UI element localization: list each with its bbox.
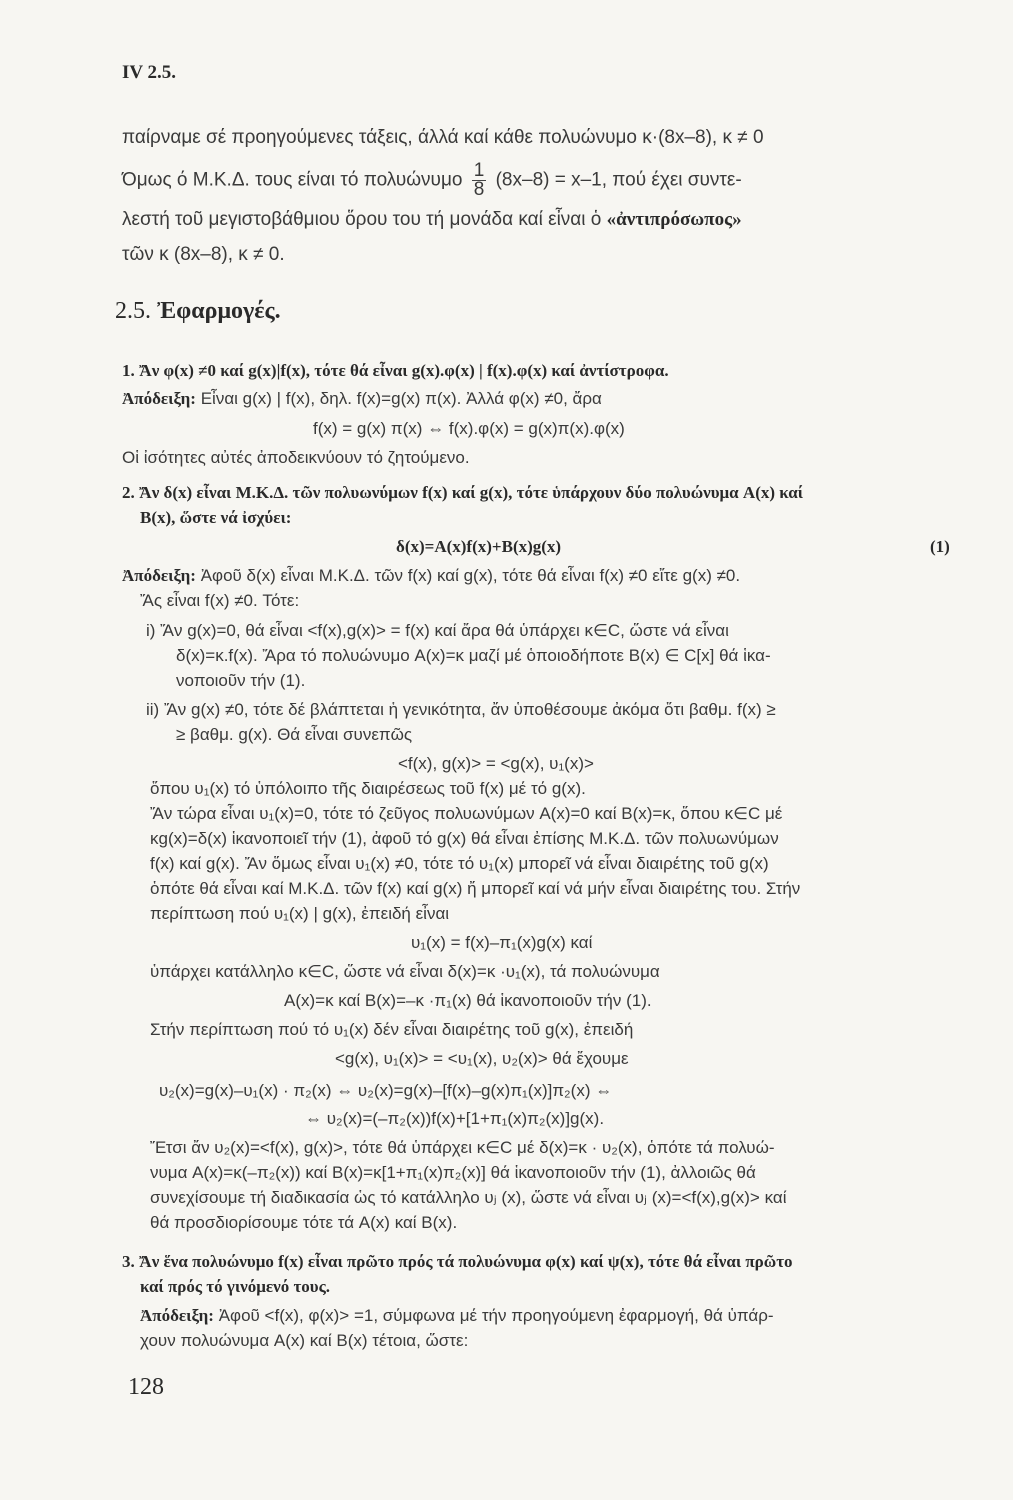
paragraph-line-8: Στήν περίπτωση πού τό υ₁(x) δέν εἶναι διαιρέτης τοῦ g(x), ἐπειδή (150, 1020, 634, 1039)
paragraph-line-9: Ἔτσι ἄν υ₂(x)=<f(x), g(x)>, τότε θά ὑπάρχει κ∈C μέ δ(x)=κ · υ₂(x), ὁπότε τά πολυώ- (150, 1138, 775, 1157)
app3-statement-line-1: 3. Ἄν ἕνα πολυώνυμο f(x) εἶναι πρῶτο πρός τά πολυώνυμα φ(x) καί ψ(x), τότε θά εἶναι πρῶτο (122, 1252, 793, 1271)
paragraph-line-4: f(x) καί g(x). Ἄν ὅμως εἶναι υ₁(x) ≠0, τότε τό υ₁(x) μπορεῖ νά εἶναι διαιρέτης τοῦ g(x) (150, 854, 769, 873)
case-i-line-2: δ(x)=κ.f(x). Ἄρα τό πολυώνυμο A(x)=κ μαζί μέ ὁποιοδήποτε B(x) ∈ C[x] θά ἱκα- (176, 646, 771, 665)
equation-u2-line-2: ⇔ υ₂(x)=(–π₂(x))f(x)+[1+π₁(x)π₂(x)]g(x). (305, 1109, 605, 1128)
app3-proof-line-2: χουν πολυώνυμα A(x) καί B(x) τέτοια, ὥστε: (140, 1331, 469, 1350)
running-head: IV 2.5. (122, 62, 177, 83)
paragraph-line-12: θά προσδιορίσουμε τότε τά A(x) καί B(x). (150, 1213, 458, 1232)
intro-line-4: τῶν κ (8x–8), κ ≠ 0. (122, 244, 285, 265)
equation-u1: υ₁(x) = f(x)–π₁(x)g(x) καί (411, 933, 593, 952)
intro-line-3a: λεστή τοῦ μεγιστοβάθμιου ὅρου του τή μονάδα καί εἶναι ὁ (122, 209, 602, 230)
paragraph-line-3: κg(x)=δ(x) ἱκανοποιεῖ τήν (1), ἀφοῦ τό g(x) θά εἶναι ἐπίσης Μ.Κ.Δ. τῶν πολυωνύμων (150, 829, 779, 848)
paragraph-line-2: Ἄν τώρα εἶναι υ₁(x)=0, τότε τό ζεῦγος πολυωνύμων A(x)=0 καί B(x)=κ, ὅπου κ∈C μέ (150, 804, 783, 823)
fraction-numerator: 1 (473, 160, 485, 181)
paragraph-line-10: νυμα A(x)=κ(–π₂(x)) καί B(x)=κ[1+π₁(x)π₂(x)] θά ἱκανοποιοῦν τήν (1), ἀλλοιῶς θά (150, 1163, 756, 1182)
paragraph-line-7: ὑπάρχει κατάλληλο κ∈C, ὥστε νά εἶναι δ(x)=κ ·υ₁(x), τά πολυώνυμα (150, 962, 660, 981)
app3-proof-line-1 (140, 1305, 774, 1327)
case-i-line-3: νοποιοῦν τήν (1). (176, 671, 306, 690)
app1-proof-label: Ἀπόδειξη: (122, 389, 196, 408)
app3-statement-line-2: καί πρός τό γινόμενό τους. (140, 1277, 331, 1296)
paragraph-line-5: ὁπότε θά εἶναι καί Μ.Κ.Δ. τῶν f(x) καί g(x) ἤ μπορεῖ καί νά μήν εἶναι διαιρέτης του. Στήν (150, 879, 801, 898)
app1-equation: f(x) = g(x) π(x) ⇔ f(x).φ(x) = g(x)π(x).φ(x) (313, 419, 625, 438)
app2-proof-line-2: Ἄς εἶναι f(x) ≠0. Τότε: (140, 591, 300, 610)
app2-proof-text: Ἀφοῦ δ(x) εἶναι Μ.Κ.Δ. τῶν f(x) καί g(x), τότε θά εἶναι f(x) ≠0 εἴτε g(x) ≠0. (200, 566, 741, 585)
equation-gcd-1: <f(x), g(x)> = <g(x), υ₁(x)> (398, 754, 594, 773)
intro-line-2 (122, 162, 742, 199)
app3-proof-label: Ἀπόδειξη: (140, 1306, 214, 1325)
app2-proof-line-1 (122, 565, 740, 587)
case-ii-line-2: ≥ βαθμ. g(x). Θά εἶναι συνεπῶς (176, 725, 413, 744)
fraction-one-eighth (472, 162, 487, 199)
app1-statement: 1. Ἄν φ(x) ≠0 καί g(x)|f(x), τότε θά εἶναι g(x).φ(x) | f(x).φ(x) καί ἀντίστροφα. (122, 361, 669, 380)
case-ii-line-1: ii) Ἄν g(x) ≠0, τότε δέ βλάπτεται ἡ γενικότητα, ἄν ὑποθέσουμε ἀκόμα ὅτι βαθμ. f(x) ≥ (146, 700, 776, 719)
intro-line-1: παίρναμε σέ προηγούμενες τάξεις, άλλά καί κάθε πολυώνυμο κ·(8x–8), κ ≠ 0 (122, 127, 764, 148)
app1-proof-line (122, 388, 602, 410)
intro-line-3 (122, 209, 742, 231)
app1-proof-text: Εἶναι g(x) | f(x), δηλ. f(x)=g(x) π(x). Ἀλλά φ(x) ≠0, ἄρα (200, 389, 602, 408)
paragraph-line-6: περίπτωση πού υ₁(x) | g(x), ἐπειδή εἶναι (150, 904, 450, 923)
app3-proof-text: Ἀφοῦ <f(x), φ(x)> =1, σύμφωνα μέ τήν προηγούμενη ἐφαρμογή, θά ὑπάρ- (218, 1306, 774, 1325)
section-title: Ἐφαρμογές. (157, 298, 281, 324)
app2-proof-label: Ἀπόδειξη: (122, 566, 196, 585)
section-heading (115, 298, 281, 325)
case-i-line-1: i) Ἄν g(x)=0, θά εἶναι <f(x),g(x)> = f(x) καί ἄρα θά ὑπάρχει κ∈C, ὥστε νά εἶναι (146, 621, 729, 640)
app2-equation: δ(x)=A(x)f(x)+B(x)g(x) (396, 537, 562, 556)
intro-line-2b: (8x–8) = x–1, πού έχει συντε- (495, 169, 742, 191)
intro-term-representative: «ἀντιπρόσωπος» (606, 209, 742, 230)
paragraph-line-1: ὅπου υ₁(x) τό ὑπόλοιπο τῆς διαιρέσεως τοῦ f(x) μέ τό g(x). (150, 779, 586, 798)
app2-equation-number: (1) (930, 537, 950, 556)
paragraph-line-11: συνεχίσουμε τή διαδικασία ὡς τό κατάλληλο υⱼ (x), ὥστε νά εἶναι υⱼ (x)=<f(x),g(x)> καί (150, 1188, 787, 1207)
section-number: 2.5. (115, 298, 151, 324)
page-number: 128 (128, 1374, 164, 1400)
fraction-denominator: 8 (473, 179, 485, 200)
equation-gcd-2: <g(x), υ₁(x)> = <υ₁(x), υ₂(x)> θά ἔχουμε (335, 1049, 629, 1068)
app1-conclusion: Οἱ ἰσότητες αὐτές ἀποδεικνύουν τό ζητούμενο. (122, 448, 470, 467)
intro-line-2a: Όμως ό Μ.Κ.Δ. τους είναι τό πολυώνυμο (122, 169, 463, 191)
app2-statement-line-2: B(x), ὥστε νά ἰσχύει: (140, 508, 292, 527)
app2-statement-line-1: 2. Ἄν δ(x) εἶναι Μ.Κ.Δ. τῶν πολυωνύμων f(x) καί g(x), τότε ὑπάρχουν δύο πολυώνυμα A(x) καί (122, 483, 803, 502)
equation-a-b: A(x)=κ καί B(x)=–κ ·π₁(x) θά ἱκανοποιοῦν τήν (1). (284, 991, 652, 1010)
equation-u2-line-1: υ₂(x)=g(x)–υ₁(x) · π₂(x) ⇔ υ₂(x)=g(x)–[f(x)–g(x)π₁(x)]π₂(x) ⇔ (159, 1081, 613, 1100)
